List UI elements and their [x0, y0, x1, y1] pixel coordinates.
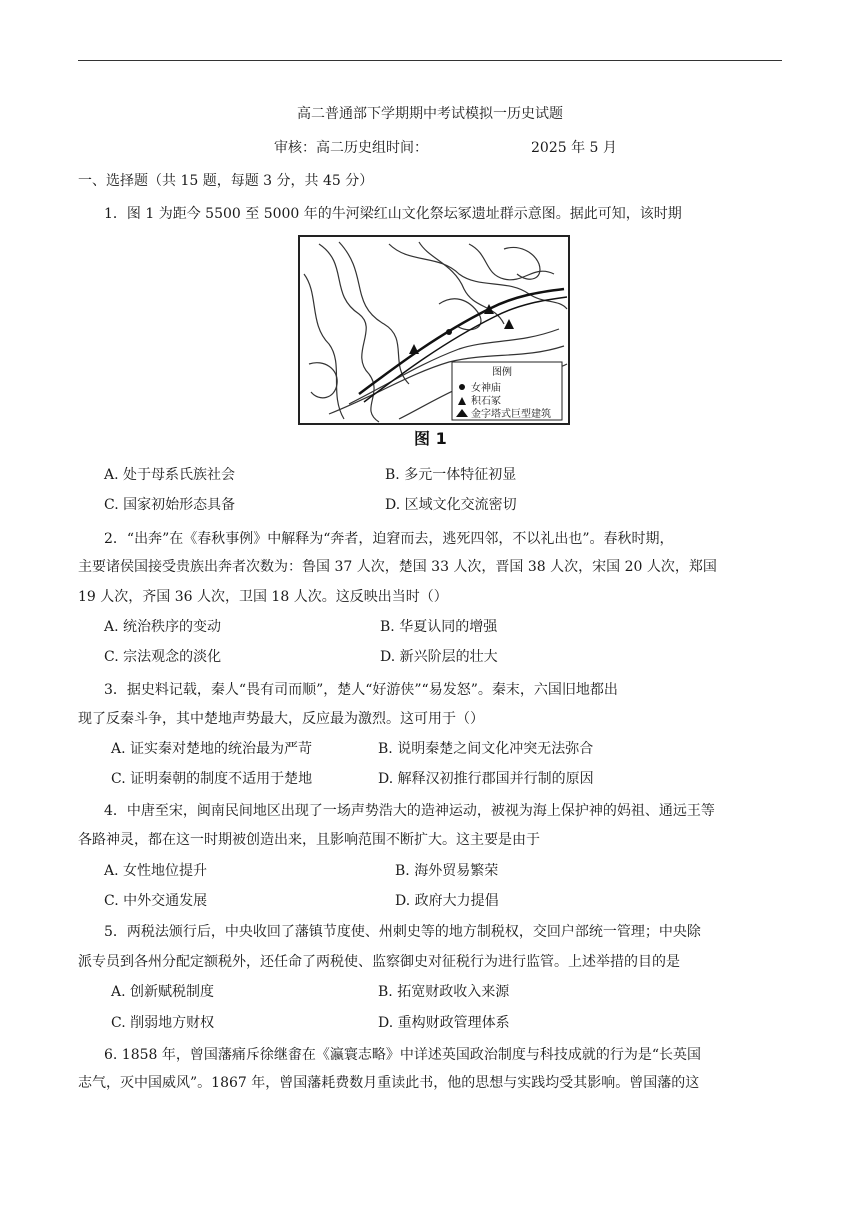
legend-title: 图例: [492, 367, 512, 378]
legend-item-cairn: 积石冢: [471, 396, 501, 407]
q4-option-c: C. 中外交通发展: [104, 893, 208, 909]
q2-option-b: B. 华夏认同的增强: [380, 619, 498, 635]
section-heading: 一、选择题（共 15 题，每题 3 分，共 45 分）: [78, 173, 374, 189]
question-2-line-3: 19 人次，齐国 36 人次，卫国 18 人次。这反映出当时（）: [78, 589, 448, 605]
question-5-line-2: 派专员到各州分配定额税外，还任命了两税使、监察御史对征税行为进行监管。上述举措的目的是: [78, 954, 680, 970]
question-2-line-2: 主要诸侯国接受贵族出奔者次数为：鲁国 37 人次，楚国 33 人次，晋国 38 人次，宋国 20 人次，郑国: [78, 559, 717, 575]
q4-option-b: B. 海外贸易繁荣: [395, 863, 499, 879]
question-6-line-1: 6. 1858 年，曾国藩痛斥徐继畬在《瀛寰志略》中详述英国政治制度与科技成就的行为是“长英国: [104, 1047, 702, 1063]
q3-option-a: A. 证实秦对楚地的统治最为严苛: [111, 741, 313, 757]
exam-title: 高二普通部下学期期中考试模拟一历史试题: [297, 106, 563, 122]
reviewer-line: 审核：高二历史组时间：: [274, 140, 428, 156]
figure-1-map: [289, 234, 573, 452]
q2-option-c: C. 宗法观念的淡化: [104, 649, 222, 665]
temple-marker-icon: [459, 384, 465, 390]
question-3-line-2: 现了反秦斗争，其中楚地声势最大，反应最为激烈。这可用于（）: [78, 711, 484, 727]
q4-option-a: A. 女性地位提升: [104, 863, 208, 879]
map-drawing: [289, 234, 573, 452]
question-2-line-1: 2．“出奔”在《春秋事例》中解释为“奔者，迫窘而去，逃死四邻，不以礼出也”。春秋时期，: [104, 531, 674, 547]
header-rule: [78, 60, 782, 61]
question-4-line-2: 各路神灵，都在这一时期被创造出来，且影响范围不断扩大。这主要是由于: [78, 832, 540, 848]
q1-option-b: B. 多元一体特征初显: [385, 467, 517, 483]
q1-option-a: A. 处于母系氏族社会: [104, 467, 236, 483]
question-1-line-1: 1．图 1 为距今 5500 至 5000 年的牛河梁红山文化祭坛冢遗址群示意图。据此可知，该时期: [104, 206, 682, 222]
question-6-line-2: 志气，灭中国威风”。1867 年，曾国藩耗费数月重读此书，他的思想与实践均受其影响。曾国藩的这: [78, 1075, 700, 1091]
q1-option-d: D. 区域文化交流密切: [385, 497, 517, 513]
q3-option-c: C. 证明秦朝的制度不适用于楚地: [111, 771, 313, 787]
q1-option-c: C. 国家初始形态具备: [104, 497, 236, 513]
question-3-line-1: 3．据史料记载，秦人“畏有司而顺”，楚人“好游侠”“易发怒”。秦末，六国旧地都出: [104, 682, 618, 698]
legend-item-pyramid: 金字塔式巨型建筑: [471, 409, 551, 420]
q4-option-d: D. 政府大力提倡: [395, 893, 499, 909]
q2-option-d: D. 新兴阶层的壮大: [380, 649, 498, 665]
q2-option-a: A. 统治秩序的变动: [104, 619, 222, 635]
q5-option-c: C. 削弱地方财权: [111, 1015, 215, 1031]
question-4-line-1: 4．中唐至宋，闽南民间地区出现了一场声势浩大的造神运动，被视为海上保护神的妈祖、通远王等: [104, 803, 715, 819]
q5-option-b: B. 拓宽财政收入来源: [378, 984, 510, 1000]
question-5-line-1: 5．两税法颁行后，中央收回了藩镇节度使、州刺史等的地方制税权，交回户部统一管理；中央除: [104, 924, 701, 940]
q3-option-d: D. 解释汉初推行郡国并行制的原因: [378, 771, 594, 787]
q3-option-b: B. 说明秦楚之间文化冲突无法弥合: [378, 741, 594, 757]
q5-option-d: D. 重构财政管理体系: [378, 1015, 510, 1031]
q5-option-a: A. 创新赋税制度: [111, 984, 215, 1000]
figure-caption: 图 1: [414, 429, 447, 448]
exam-date: 2025 年 5 月: [531, 140, 617, 156]
legend-item-temple: 女神庙: [471, 383, 501, 394]
